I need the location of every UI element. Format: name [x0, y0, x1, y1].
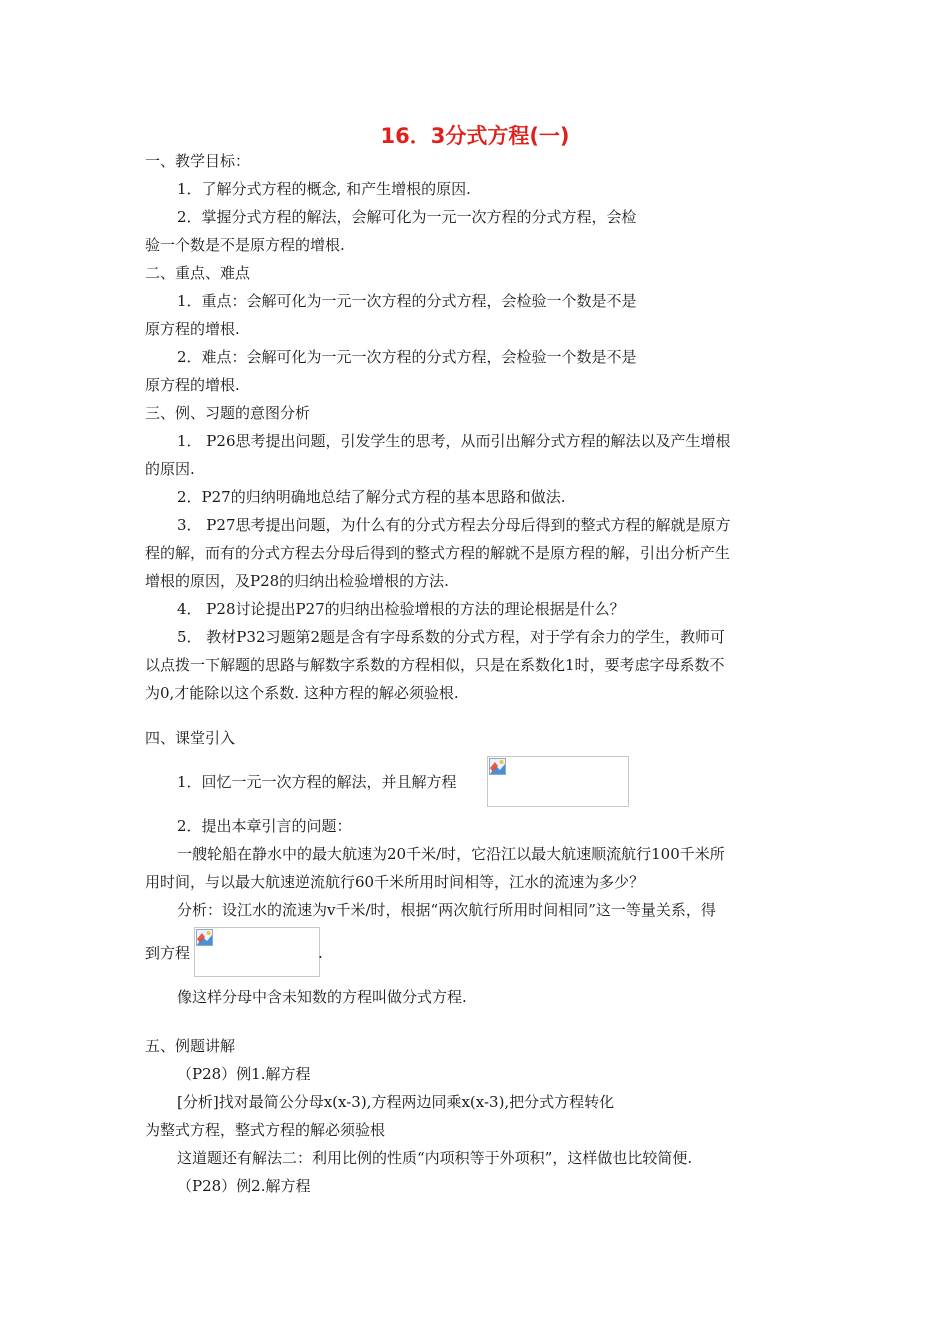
objective-2-cont: 验一个数是不是原方程的增根.	[145, 236, 345, 254]
intro-1: 1．回忆一元一次方程的解法，并且解方程	[177, 773, 457, 791]
intro-2: 2．提出本章引言的问题：	[177, 817, 352, 835]
analysis-3: 3． P27思考提出问题，为什么有的分式方程去分母后得到的整式方程的解就是原方	[177, 516, 731, 534]
intro-problem: 一艘轮船在静水中的最大航速为20千米/时，它沿江以最大航速顺流航行100千米所	[177, 845, 725, 863]
equation-image-1	[487, 756, 629, 807]
intro-problem-cont: 用时间，与以最大航速逆流航行60千米所用时间相等，江水的流速为多少？	[145, 873, 645, 891]
equation-image-2	[194, 927, 320, 977]
intro-definition: 像这样分母中含未知数的方程叫做分式方程.	[177, 988, 467, 1006]
example-1-analysis-cont: 为整式方程，整式方程的解必须验根	[145, 1121, 386, 1139]
example-2: （P28）例2.解方程	[177, 1177, 311, 1195]
analysis-5-cont2: 为0,才能除以这个系数. 这种方程的解必须验根.	[145, 684, 459, 702]
analysis-1-cont: 的原因.	[145, 460, 195, 478]
section-heading-analysis: 三、例、习题的意图分析	[145, 404, 311, 422]
analysis-5-cont1: 以点拨一下解题的思路与解数字系数的方程相似，只是在系数化1时，要考虑字母系数不	[145, 656, 725, 674]
analysis-4: 4． P28讨论提出P27的归纳出检验增根的方法的理论根据是什么？	[177, 600, 625, 618]
analysis-3-cont2: 增根的原因，及P28的归纳出检验增根的方法.	[145, 572, 449, 590]
objective-2: 2．掌握分式方程的解法，会解可化为一元一次方程的分式方程，会检	[177, 208, 637, 226]
intro-analysis: 分析：设江水的流速为v千米/时，根据“两次航行所用时间相同”这一等量关系，得	[177, 901, 716, 919]
analysis-1: 1． P26思考提出问题，引发学生的思考，从而引出解分式方程的解法以及产生增根	[177, 432, 731, 450]
section-heading-key-points: 二、重点、难点	[145, 264, 251, 282]
intro-analysis-cont: 到方程	[145, 944, 191, 962]
section-heading-intro: 四、课堂引入	[145, 729, 236, 747]
broken-image-icon	[196, 929, 213, 946]
intro-analysis-period: .	[318, 944, 323, 962]
example-1-analysis: [分析]找对最简公分母x(x-3),方程两边同乘x(x-3),把分式方程转化	[177, 1093, 615, 1111]
key-point-1: 1．重点：会解可化为一元一次方程的分式方程，会检验一个数是不是	[177, 292, 637, 310]
analysis-5: 5． 教材P32习题第2题是含有字母系数的分式方程，对于学有余力的学生，教师可	[177, 628, 726, 646]
section-heading-objectives: 一、教学目标：	[145, 152, 251, 170]
key-point-1-cont: 原方程的增根.	[145, 320, 240, 338]
objective-1: 1．了解分式方程的概念, 和产生增根的原因.	[177, 180, 471, 198]
key-point-2: 2．难点：会解可化为一元一次方程的分式方程，会检验一个数是不是	[177, 348, 637, 366]
broken-image-icon	[489, 758, 506, 775]
example-1-method-2: 这道题还有解法二：利用比例的性质“内项积等于外项积”，这样做也比较简便.	[177, 1149, 693, 1167]
section-heading-examples: 五、例题讲解	[145, 1037, 236, 1055]
analysis-3-cont1: 程的解，而有的分式方程去分母后得到的整式方程的解就不是原方程的解，引出分析产生	[145, 544, 731, 562]
key-point-2-cont: 原方程的增根.	[145, 376, 240, 394]
example-1: （P28）例1.解方程	[177, 1065, 311, 1083]
analysis-2: 2．P27的归纳明确地总结了解分式方程的基本思路和做法.	[177, 488, 566, 506]
page-title: 16．3分式方程(一)	[380, 124, 570, 148]
